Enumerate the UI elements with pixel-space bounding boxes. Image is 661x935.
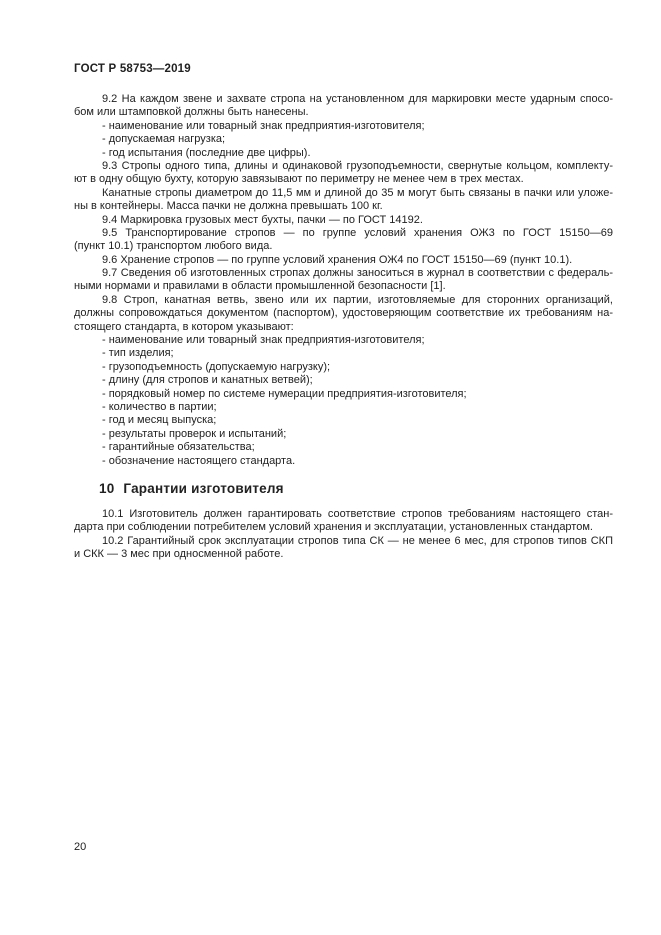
text-line: - наименование или товарный знак предприятия-изготовителя; [102,119,425,132]
page-number: 20 [74,841,87,853]
text-line: 9.2 На каждом звене и захвате стропа на установленном для маркировки месте ударным спосо- [102,93,613,105]
section-9-text [74,93,613,468]
text-line: и СКК — 3 мес при односменной работе. [74,548,284,561]
text-line: бом или штамповкой должны быть нанесены. [74,106,309,119]
text-line: 9.3 Стропы одного типа, длины и одинаковой грузоподъемности, свернутые кольцом, комплекту- [102,159,613,172]
text-line: - порядковый номер по системе нумерации предприятия-изготовителя; [102,387,467,400]
text-line: - гарантийные обязательства; [102,441,255,454]
text-line: 9.5 Транспортирование стропов — по группе условий хранения ОЖ3 по ГОСТ 15150—69 [102,226,613,239]
text-line: - количество в партии; [102,400,217,413]
text-line: - грузоподъемность (допускаемую нагрузку); [102,360,331,373]
text-line: - год и месяц выпуска; [102,414,217,427]
section-heading-title: Гарантии изготовителя [123,480,284,496]
text-line: - допускаемая нагрузка; [102,133,226,146]
section-10-heading [74,480,613,497]
text-line: 9.6 Хранение стропов — по группе условий хранения ОЖ4 по ГОСТ 15150—69 (пункт 10.1). [102,253,573,266]
text-line: Канатные стропы диаметром до 11,5 мм и длиной до 35 м могут быть связаны в пачки или уложе- [102,186,613,199]
text-line: 10.1 Изготовитель должен гарантировать соответствие стропов требованиям настоящего стан- [102,507,613,520]
text-line: 9.7 Сведения об изготовленных стропах должны заноситься в журнал в соответствии с федераль- [102,267,613,280]
section-10-text [74,508,613,562]
document-header-code: ГОСТ Р 58753—2019 [74,63,191,75]
text-line: 10.2 Гарантийный срок эксплуатации стропов типа СК — не менее 6 мес, для стропов типов СКП [102,534,613,547]
text-line: дарта при соблюдении потребителем условий хранения и эксплуатации, установленных стандартом. [74,521,593,534]
text-line: ют в одну общую бухту, которую завязывают по периметру не менее чем в трех местах. [74,173,524,186]
text-line: (пункт 10.1) транспортом любого вида. [74,240,273,253]
text-line: - год испытания (последние две цифры). [102,146,311,159]
text-line: стоящего стандарта, в котором указывают: [74,320,294,333]
text-line: ны в контейнеры. Масса пачки не должна превышать 100 кг. [74,200,383,213]
text-line: 9.8 Строп, канатная ветвь, звено или их партии, изготовляемые для сторонних организаций, [102,293,613,306]
text-line: - тип изделия; [102,347,174,360]
text-line: - длину (для стропов и канатных ветвей); [102,374,313,387]
text-line: - обозначение настоящего стандарта. [102,454,296,467]
text-line: ными нормами и правилами в области промышленной безопасности [1]. [74,280,446,293]
text-line: должны сопровождаться документом (паспортом), удостоверяющим соответствие их требованиям на- [74,307,613,320]
section-heading-number: 10 [99,480,115,496]
text-line: - результаты проверок и испытаний; [102,427,287,440]
text-line: 9.4 Маркировка грузовых мест бухты, пачки — по ГОСТ 14192. [102,213,423,226]
text-line: - наименование или товарный знак предприятия-изготовителя; [102,334,425,347]
